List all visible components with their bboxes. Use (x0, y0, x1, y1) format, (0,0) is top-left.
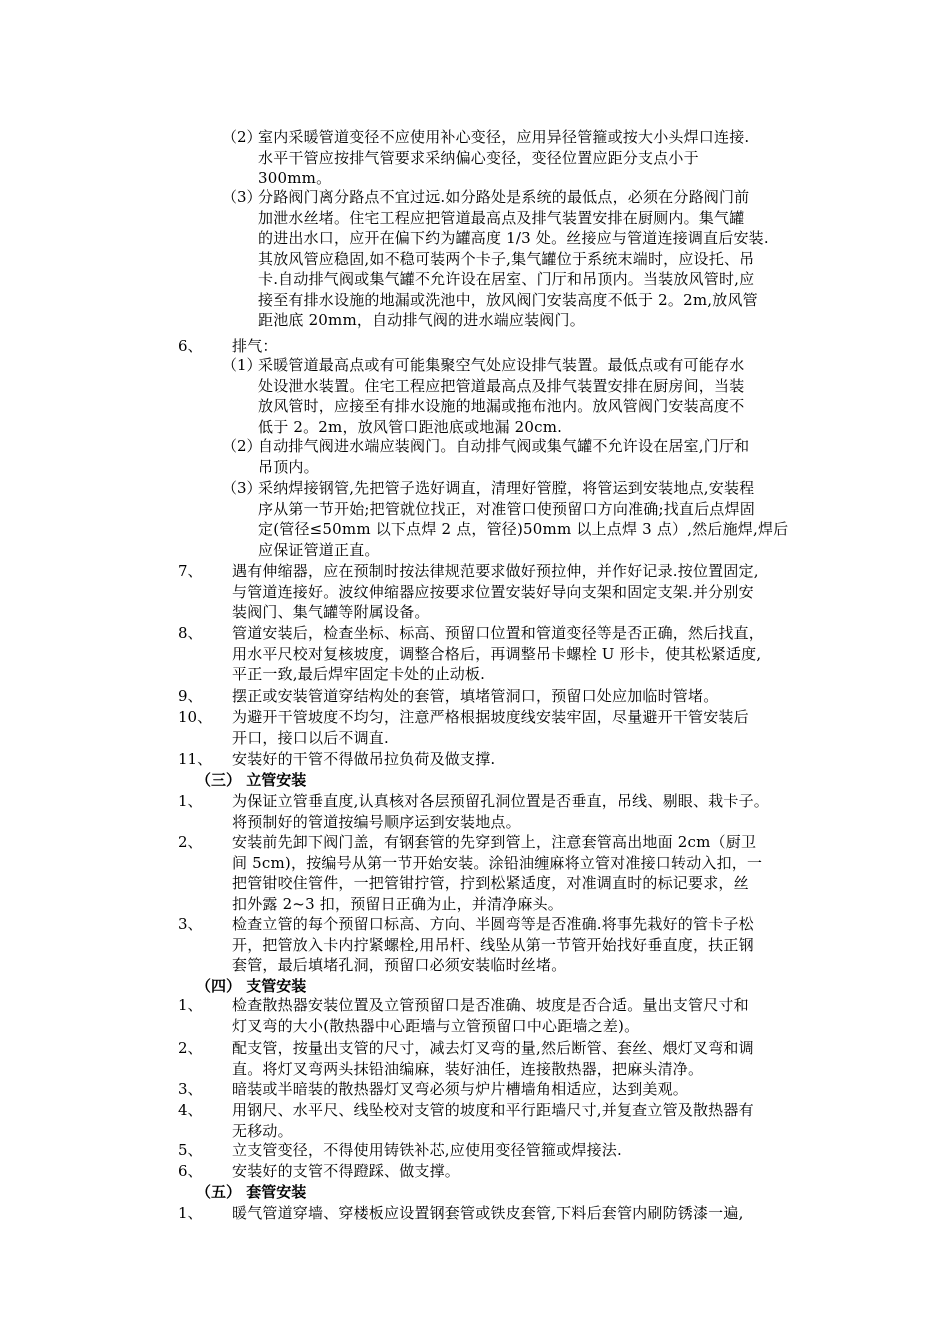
paragraph-line: 套管，最后填堵孔洞，预留口必须安装临时丝堵。 (232, 956, 567, 974)
list-item-number: 10、 (178, 708, 213, 726)
paragraph-line: 开口，接口以后不调直. (232, 728, 389, 747)
list-item-number: 2、 (178, 1039, 203, 1057)
list-item-number: 4、 (178, 1101, 203, 1119)
list-item-number: （3） (222, 479, 262, 497)
paragraph-line: 遇有伸缩器，应在预制时按法律规范要求做好预拉伸，并作好记录.按位置固定, (232, 562, 759, 580)
section-heading: （三） 立管安装 (196, 771, 307, 789)
list-item-number: 9、 (178, 687, 203, 705)
paragraph-line: 接至有排水设施的地漏或洗池中，放风阀门安装高度不低于 2。2m,放风管 (258, 290, 758, 309)
paragraph-line: 距池底 20mm，自动排气阀的进水端应装阀门。 (258, 311, 585, 329)
paragraph-line: 间 5cm)，按编号从第一节开始安装。涂铅油缠麻将立管对准接口转动入扣，一 (232, 853, 763, 872)
paragraph-line: 采纳焊接钢管,先把管子选好调直，清理好管膛，将管运到安装地点,安装程 (258, 479, 755, 497)
list-item-number: 7、 (178, 562, 203, 580)
paragraph-line: 分路阀门离分路点不宜过远.如分路处是系统的最低点，必须在分路阀门前 (258, 188, 750, 206)
paragraph-line: 采暖管道最高点或有可能集聚空气处应设排气装置。最低点或有可能存水 (258, 356, 745, 374)
list-item-number: 2、 (178, 833, 203, 851)
paragraph-line: 摆正或安装管道穿结构处的套管，填堵管洞口，预留口处应加临时管堵。 (232, 687, 719, 705)
paragraph-line: 为避开干管坡度不均匀，注意严格根据坡度线安装牢固，尽量避开干管安装后 (232, 708, 749, 726)
paragraph-line: 水平干管应按排气管要求采纳偏心变径，变径位置应距分支点小于 (258, 148, 699, 167)
paragraph-line: 扣外露 2~3 扣，预留日正确为止，并清净麻头。 (232, 894, 563, 913)
list-item-number: 6、 (178, 1162, 203, 1180)
list-item-number: （2） (222, 437, 262, 455)
paragraph-line: 将预制好的管道按编号顺序运到安装地点。 (232, 812, 521, 831)
paragraph-line: 为保证立管垂直度,认真核对各层预留孔洞位置是否垂直，吊线、剔眼、栽卡子。 (232, 792, 769, 810)
list-item-number: （2） (222, 128, 262, 146)
paragraph-line: 灯叉弯的大小(散热器中心距墙与立管预留口中心距墙之差)。 (232, 1016, 640, 1035)
list-item-number: 8、 (178, 624, 203, 642)
section-heading: （五） 套管安装 (196, 1183, 307, 1201)
paragraph-line: 直。将灯叉弯两头抹铅油编麻，装好油任，连接散热器，把麻头清净。 (232, 1059, 704, 1078)
paragraph-line: 自动排气阀进水端应装阀门。自动排气阀或集气罐不允许设在居室,门厅和 (258, 437, 750, 455)
paragraph-line: 装阀门、集气罐等附属设备。 (232, 603, 430, 621)
list-item-number: 3、 (178, 915, 203, 933)
paragraph-line: 的进出水口，应开在偏下约为罐高度 1/3 处。丝接应与管道连接调直后安装. (258, 229, 769, 247)
paragraph-line: 与管道连接好。波纹伸缩器应按要求位置安装好导向支架和固定支架.并分别安 (232, 582, 754, 601)
list-item-number: 6、 (178, 337, 203, 355)
list-item-number: 1、 (178, 1204, 203, 1222)
paragraph-line: 检查散热器安装位置及立管预留口是否准确、坡度是否合适。量出支管尺寸和 (232, 996, 749, 1014)
list-item-number: 3、 (178, 1080, 203, 1098)
paragraph-line: 安装好的干管不得做吊拉负荷及做支撑. (232, 750, 496, 768)
list-item-number: 1、 (178, 792, 203, 810)
section-heading: （四） 支管安装 (196, 977, 307, 995)
paragraph-line: 安装好的支管不得蹬踩、做支撑。 (232, 1162, 461, 1180)
paragraph-line: 用钢尺、水平尺、线坠校对支管的坡度和平行距墙尺寸,并复查立管及散热器有 (232, 1101, 754, 1119)
paragraph-line: 低于 2。2m，放风管口距池底或地漏 20cm. (258, 417, 563, 436)
paragraph-line: 吊顶内。 (258, 457, 319, 476)
paragraph-line: 放风管时，应接至有排水设施的地漏或拖布池内。放风管阀门安装高度不 (258, 397, 745, 415)
list-item-number: （3） (222, 188, 262, 206)
paragraph-line: 用水平尺校对复核坡度，调整合格后，再调整吊卡螺栓 U 形卡，使其松紧适度, (232, 644, 762, 663)
paragraph-line: 配支管，按量出支管的尺寸，减去灯叉弯的量,然后断管、套丝、煨灯叉弯和调 (232, 1039, 754, 1057)
paragraph-line: 300mm。 (258, 169, 332, 187)
paragraph-line: 其放风管应稳固,如不稳可装两个卡子,集气罐位于系统末端时，应设托、吊 (258, 249, 755, 268)
paragraph-line: 无移动。 (232, 1121, 293, 1140)
list-item-number: 1、 (178, 996, 203, 1014)
paragraph-line: 定(管径≤50mm 以下点焊 2 点，管径)50mm 以上点焊 3 点）,然后施焊,焊后 (258, 520, 789, 538)
paragraph-line: 排气： (232, 337, 278, 355)
list-item-number: （1） (222, 356, 262, 374)
paragraph-line: 安装前先卸下阀门盖，有钢套管的先穿到管上，注意套管高出地面 2cm（厨卫 (232, 833, 757, 851)
paragraph-line: 室内采暖管道变径不应使用补心变径，应用异径管箍或按大小头焊口连接. (258, 128, 750, 146)
paragraph-line: 检查立管的每个预留口标高、方向、半圆弯等是否准确.将事先栽好的管卡子松 (232, 915, 754, 933)
paragraph-line: 卡.自动排气阀或集气罐不允许设在居室、门厅和吊顶内。当装放风管时,应 (258, 270, 755, 288)
paragraph-line: 开，把管放入卡内拧紧螺栓,用吊杆、线坠从第一节管开始找好垂直度，扶正钢 (232, 935, 754, 954)
paragraph-line: 平正一致,最后焊牢固定卡处的止动板. (232, 665, 486, 683)
paragraph-line: 序从第一节开始;把管就位找正，对准管口使预留口方向准确;找直后点焊固 (258, 499, 755, 518)
paragraph-line: 把管钳咬住管件，一把管钳拧管，拧到松紧适度，对准调直时的标记要求，丝 (232, 874, 749, 892)
paragraph-line: 处设泄水装置。住宅工程应把管道最高点及排气装置安排在厨房间，当装 (258, 376, 745, 395)
paragraph-line: 暗装或半暗装的散热器灯叉弯必须与炉片槽墙角相适应，达到美观。 (232, 1080, 689, 1098)
paragraph-line: 加泄水丝堵。住宅工程应把管道最高点及排气装置安排在厨厕内。集气罐 (258, 208, 745, 227)
list-item-number: 5、 (178, 1141, 203, 1159)
paragraph-line: 管道安装后，检查坐标、标高、预留口位置和管道变径等是否正确，然后找直， (232, 624, 765, 642)
list-item-number: 11、 (178, 750, 213, 768)
paragraph-line: 暖气管道穿墙、穿楼板应设置钢套管或铁皮套管,下料后套管内刷防锈漆一遍, (232, 1204, 744, 1222)
paragraph-line: 应保证管道正直。 (258, 540, 380, 559)
paragraph-line: 立支管变径，不得使用铸铁补芯,应使用变径管箍或焊接法. (232, 1141, 622, 1159)
